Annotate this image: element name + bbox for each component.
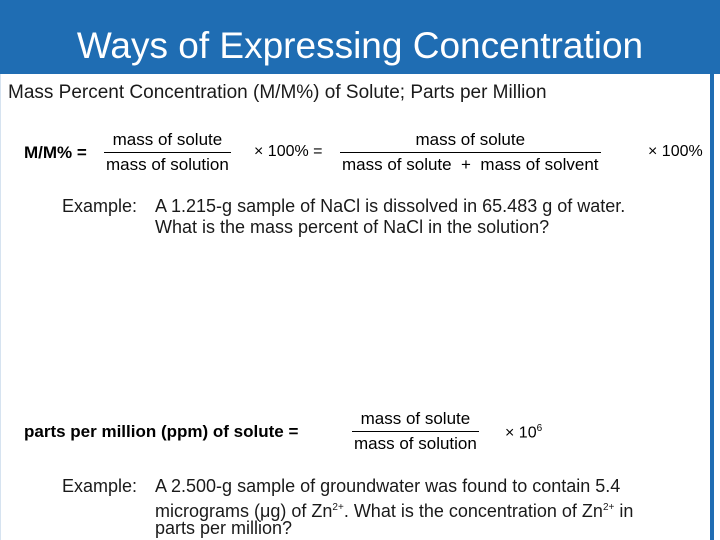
fraction-bar <box>352 431 479 432</box>
ppm-fraction <box>352 409 479 454</box>
example-2-text-b: . What is the concentration of Zn <box>343 501 603 521</box>
zn-charge: 2+ <box>332 502 344 513</box>
times-ten: × 10 <box>505 424 537 442</box>
fraction-numerator: mass of solute <box>360 409 471 428</box>
example-2-text-a: micrograms (μg) of Zn <box>155 501 333 521</box>
mass-percent-lhs: M/M% = <box>24 143 87 162</box>
fraction-numerator: mass of solute <box>112 130 223 149</box>
fraction-numerator: mass of solute <box>415 130 526 149</box>
mass-percent-fraction-1 <box>104 130 231 175</box>
example-2-text-c: in <box>614 501 634 521</box>
example-1-line-1: A 1.215-g sample of NaCl is dissolved in 65.483 g of water. <box>155 196 626 216</box>
title-bar <box>0 0 720 74</box>
fraction-denominator: mass of solute + mass of solvent <box>342 155 599 174</box>
fraction-bar <box>340 152 601 153</box>
times-100-equals: × 100% = <box>254 143 323 160</box>
example-1-label: Example: <box>62 196 138 216</box>
example-1-line-2: What is the mass percent of NaCl in the solution? <box>155 217 550 237</box>
times-ten-power <box>505 423 542 442</box>
example-2-line-1: A 2.500-g sample of groundwater was found to contain 5.4 <box>155 476 621 496</box>
fraction-denominator: mass of solution <box>354 434 477 453</box>
example-2-label: Example: <box>62 476 138 496</box>
zn-charge: 2+ <box>602 502 615 513</box>
times-100: × 100% <box>648 143 703 160</box>
ppm-lhs: parts per million (ppm) of solute = <box>24 422 299 441</box>
fraction-denominator: mass of solution <box>106 155 229 174</box>
mass-percent-fraction-2 <box>340 130 601 175</box>
fraction-bar <box>104 152 231 153</box>
section-heading: Mass Percent Concentration (M/M%) of Solute; Parts per Million <box>8 82 547 103</box>
page-title: Ways of Expressing Concentration <box>76 25 644 66</box>
exponent: 6 <box>536 423 543 434</box>
example-2-line-3: parts per million? <box>155 518 293 538</box>
